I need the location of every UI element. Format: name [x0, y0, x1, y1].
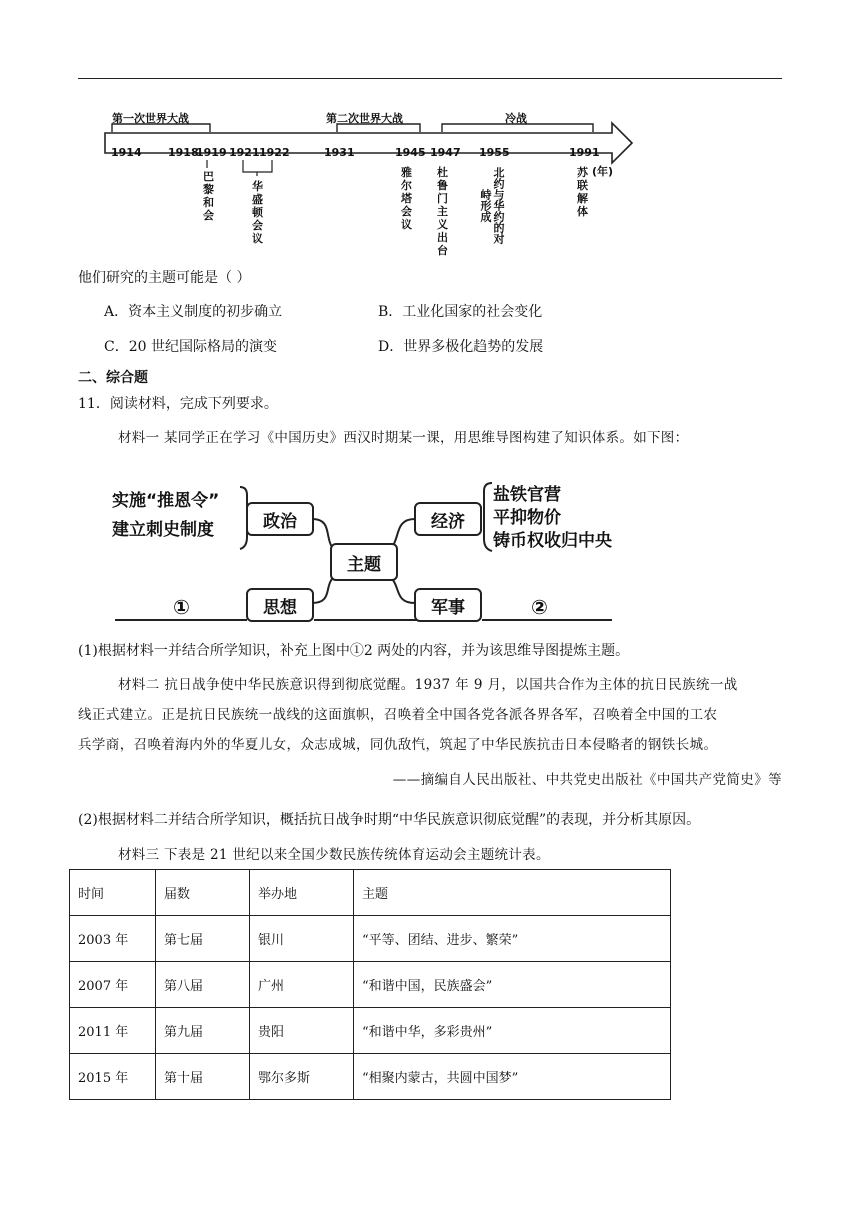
year-unit: (年) [592, 165, 614, 178]
military-box: 军事 [414, 588, 482, 622]
table-row [70, 916, 671, 962]
event-ussr-collapse: 苏联解体 [577, 166, 588, 218]
table-header-cell: 时间 [70, 870, 156, 916]
q11-sub1: (1)根据材料一并结合所学知识，补充上图中①2 两处的内容，并为该思维导图提炼主题。 [78, 643, 630, 659]
table-cell: 银川 [250, 916, 354, 962]
year-1955: 1955 [479, 146, 510, 159]
material2-line-2: 线正式建立。正是抗日民族统一战线的这面旗帜，召唤着全中国各党各派各界各军，召唤着全中国的工农 [78, 707, 718, 723]
year-1931: 1931 [324, 146, 355, 159]
economy-box: 经济 [414, 502, 482, 536]
q10-option-d: D．世界多极化趋势的发展 [378, 339, 544, 355]
q11-stem: 11．阅读材料，完成下列要求。 [78, 396, 278, 412]
table-header-cell: 届数 [156, 870, 250, 916]
q10-option-b: B．工业化国家的社会变化 [378, 304, 543, 320]
timeline-event-connectors [100, 160, 640, 190]
table-cell: 第七届 [156, 916, 250, 962]
table-header-cell: 举办地 [250, 870, 354, 916]
thought-box: 思想 [246, 588, 314, 622]
table-cell: 第十届 [156, 1054, 250, 1100]
period-ww1: 第一次世界大战 [112, 112, 189, 125]
material2-line-3: 兵学商，召唤着海内外的华夏儿女，众志成城，同仇敌忾，筑起了中华民族抗击日本侵略者的钢铁长城。 [78, 737, 718, 753]
event-paris-conference: 巴黎和会 [203, 170, 214, 222]
blank-2: ② [531, 595, 548, 619]
year-1914: 1914 [111, 146, 142, 159]
economy-item-2: 平抑物价 [493, 508, 561, 528]
year-1918: 1918 [168, 146, 199, 159]
q10-option-a: A．资本主义制度的初步确立 [104, 304, 283, 320]
year-1947: 1947 [430, 146, 461, 159]
table-cell: 广州 [250, 962, 354, 1008]
games-theme-table [69, 869, 671, 1100]
event-yalta-conference: 雅尔塔会议 [401, 166, 412, 231]
period-ww2: 第二次世界大战 [326, 112, 403, 125]
table-cell: 第九届 [156, 1008, 250, 1054]
material2-source: ——摘编自人民出版社、中共党史出版社《中国共产党简史》等 [392, 772, 782, 788]
year-1919: 1919 [196, 146, 227, 159]
header-rule [78, 78, 782, 79]
q11-sub2: (2)根据材料二并结合所学知识，概括抗日战争时期“中华民族意识彻底觉醒”的表现，并分析其原因。 [78, 812, 701, 828]
table-cell: 贵阳 [250, 1008, 354, 1054]
event-washington-conference: 华盛顿会议 [252, 180, 263, 245]
table-row [70, 1054, 671, 1100]
table-row [70, 962, 671, 1008]
table-cell: 2011 年 [70, 1008, 156, 1054]
table-cell: 2007 年 [70, 962, 156, 1008]
q10-stem: 他们研究的主题可能是（ ） [78, 270, 251, 286]
table-cell: 鄂尔多斯 [250, 1054, 354, 1100]
table-header-cell: 主题 [354, 870, 671, 916]
event-nato-warsaw: 北约与华约的对峙形成 [479, 166, 505, 244]
year-1991: 1991 [569, 146, 600, 159]
politics-item-1: 实施“推恩令” [112, 491, 220, 511]
q10-option-c: C．20 世纪国际格局的演变 [104, 339, 277, 355]
year-1921: 1921 [229, 146, 260, 159]
table-cell: “和谐中华，多彩贵州” [354, 1008, 671, 1054]
year-1945: 1945 [395, 146, 426, 159]
period-cold-war: 冷战 [505, 112, 527, 125]
section-title: 二、综合题 [78, 370, 148, 386]
q11-material1: 材料一 某同学正在学习《中国历史》西汉时期某一课，用思维导图构建了知识体系。如下图： [118, 430, 689, 446]
q11-material3: 材料三 下表是 21 世纪以来全国少数民族传统体育运动会主题统计表。 [118, 847, 550, 863]
event-truman-doctrine: 杜鲁门主义出台 [437, 166, 448, 257]
politics-box: 政治 [246, 502, 314, 536]
blank-1: ① [173, 595, 190, 619]
economy-item-3: 铸币权收归中央 [493, 531, 612, 551]
table-header-row [70, 870, 671, 916]
material2-line-1: 材料二 抗日战争使中华民族意识得到彻底觉醒。1937 年 9 月，以国共合作为主体的抗日民族统一战 [118, 677, 738, 693]
table-cell: 2015 年 [70, 1054, 156, 1100]
table-cell: “相聚内蒙古，共圆中国梦” [354, 1054, 671, 1100]
politics-item-2: 建立刺史制度 [112, 520, 214, 540]
center-topic-box: 主题 [330, 543, 398, 581]
table-row [70, 1008, 671, 1054]
table-cell: “和谐中国，民族盛会” [354, 962, 671, 1008]
economy-item-1: 盐铁官营 [493, 485, 561, 505]
table-cell: 2003 年 [70, 916, 156, 962]
table-cell: 第八届 [156, 962, 250, 1008]
table-cell: “平等、团结、进步、繁荣” [354, 916, 671, 962]
year-1922: 1922 [259, 146, 290, 159]
